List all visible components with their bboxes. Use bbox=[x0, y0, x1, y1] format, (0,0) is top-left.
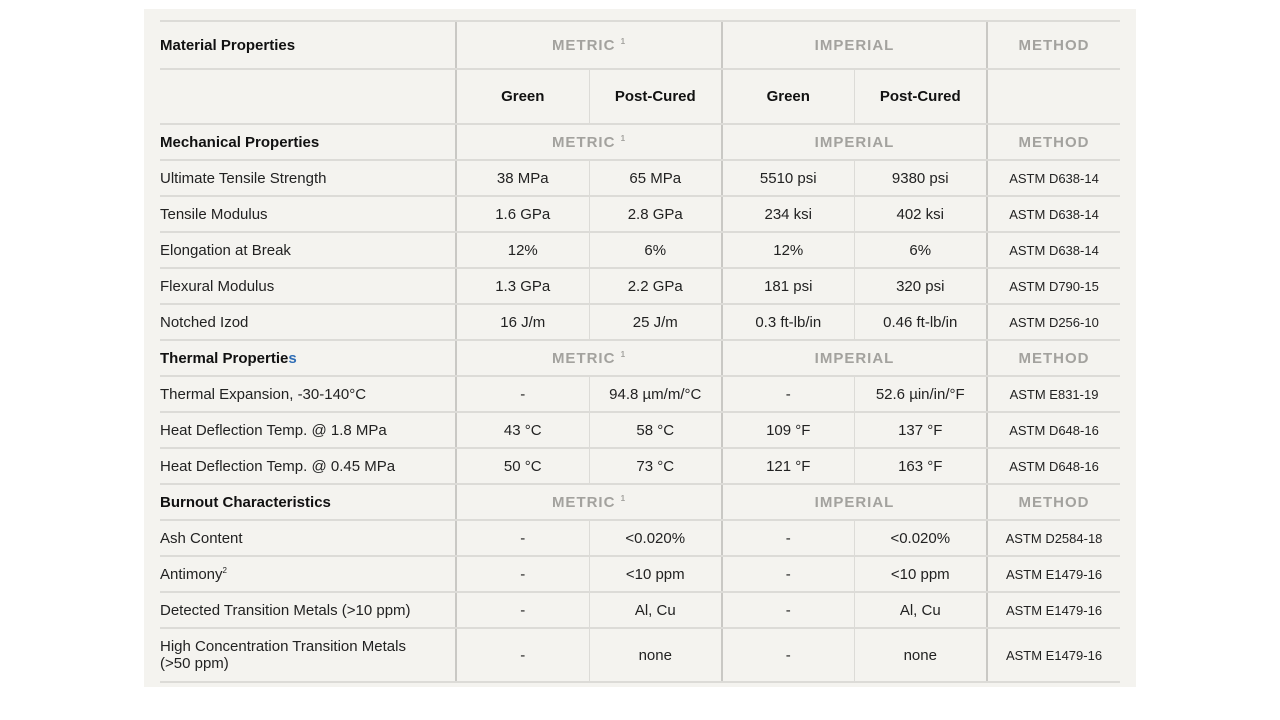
property-label: Thermal Expansion, -30-140°C bbox=[160, 376, 456, 412]
metric-green-value: - bbox=[456, 592, 589, 628]
metric-green-value: 38 MPa bbox=[456, 160, 589, 196]
imperial-postcured-value: none bbox=[854, 628, 987, 682]
imperial-green-value: - bbox=[722, 376, 854, 412]
table-title: Material Properties bbox=[160, 21, 456, 69]
imperial-green-header: Green bbox=[722, 69, 854, 124]
section-row-thermal bbox=[160, 340, 1120, 376]
metric-postcured-header: Post-Cured bbox=[589, 69, 722, 124]
property-label: Elongation at Break bbox=[160, 232, 456, 268]
method-header: METHOD bbox=[987, 21, 1120, 69]
method-value: ASTM D638-14 bbox=[987, 232, 1120, 268]
method-header: METHOD bbox=[987, 484, 1120, 520]
method-value: ASTM D648-16 bbox=[987, 412, 1120, 448]
material-properties-table bbox=[160, 20, 1120, 683]
metric-postcured-value: <0.020% bbox=[589, 520, 722, 556]
empty-cell bbox=[987, 69, 1120, 124]
table-row bbox=[160, 304, 1120, 340]
table-row bbox=[160, 196, 1120, 232]
table-row bbox=[160, 592, 1120, 628]
property-label: Heat Deflection Temp. @ 1.8 MPa bbox=[160, 412, 456, 448]
metric-postcured-value: 6% bbox=[589, 232, 722, 268]
method-header: METHOD bbox=[987, 124, 1120, 160]
metric-green-value: - bbox=[456, 628, 589, 682]
section-title: Mechanical Properties bbox=[160, 124, 456, 160]
section-title: Thermal Properties bbox=[160, 340, 456, 376]
metric-green-value: 16 J/m bbox=[456, 304, 589, 340]
metric-green-value: 43 °C bbox=[456, 412, 589, 448]
metric-green-value: 1.3 GPa bbox=[456, 268, 589, 304]
imperial-green-value: 0.3 ft-lb/in bbox=[722, 304, 854, 340]
imperial-green-value: - bbox=[722, 556, 854, 592]
property-label: Tensile Modulus bbox=[160, 196, 456, 232]
property-label: Ultimate Tensile Strength bbox=[160, 160, 456, 196]
property-label: Detected Transition Metals (>10 ppm) bbox=[160, 592, 456, 628]
imperial-postcured-value: 137 °F bbox=[854, 412, 987, 448]
method-value: ASTM E1479-16 bbox=[987, 628, 1120, 682]
table-row bbox=[160, 448, 1120, 484]
imperial-postcured-value: 0.46 ft-lb/in bbox=[854, 304, 987, 340]
imperial-postcured-header: Post-Cured bbox=[854, 69, 987, 124]
imperial-postcured-value: 52.6 µin/in/°F bbox=[854, 376, 987, 412]
imperial-postcured-value: 9380 psi bbox=[854, 160, 987, 196]
section-row-burnout bbox=[160, 484, 1120, 520]
metric-postcured-value: 2.2 GPa bbox=[589, 268, 722, 304]
imperial-green-value: 109 °F bbox=[722, 412, 854, 448]
imperial-header: IMPERIAL bbox=[722, 21, 987, 69]
method-value: ASTM E1479-16 bbox=[987, 592, 1120, 628]
method-value: ASTM E1479-16 bbox=[987, 556, 1120, 592]
metric-green-value: 50 °C bbox=[456, 448, 589, 484]
metric-green-header: Green bbox=[456, 69, 589, 124]
method-value: ASTM E831-19 bbox=[987, 376, 1120, 412]
method-value: ASTM D648-16 bbox=[987, 448, 1120, 484]
metric-postcured-value: 94.8 µm/m/°C bbox=[589, 376, 722, 412]
imperial-postcured-value: <10 ppm bbox=[854, 556, 987, 592]
metric-green-value: 1.6 GPa bbox=[456, 196, 589, 232]
imperial-postcured-value: 6% bbox=[854, 232, 987, 268]
metric-postcured-value: <10 ppm bbox=[589, 556, 722, 592]
method-value: ASTM D790-15 bbox=[987, 268, 1120, 304]
imperial-header: IMPERIAL bbox=[722, 124, 987, 160]
property-label: High Concentration Transition Metals (>50 ppm) bbox=[160, 628, 456, 682]
metric-postcured-value: 25 J/m bbox=[589, 304, 722, 340]
metric-postcured-value: 73 °C bbox=[589, 448, 722, 484]
imperial-header: IMPERIAL bbox=[722, 340, 987, 376]
empty-cell bbox=[160, 69, 456, 124]
table-row bbox=[160, 160, 1120, 196]
table-row bbox=[160, 376, 1120, 412]
imperial-green-value: 181 psi bbox=[722, 268, 854, 304]
property-label: Notched Izod bbox=[160, 304, 456, 340]
properties-sheet bbox=[144, 9, 1136, 687]
imperial-green-value: 5510 psi bbox=[722, 160, 854, 196]
metric-green-value: - bbox=[456, 556, 589, 592]
metric-green-value: - bbox=[456, 520, 589, 556]
table-row bbox=[160, 412, 1120, 448]
table-row bbox=[160, 268, 1120, 304]
metric-postcured-value: none bbox=[589, 628, 722, 682]
imperial-header: IMPERIAL bbox=[722, 484, 987, 520]
method-header: METHOD bbox=[987, 340, 1120, 376]
imperial-green-value: - bbox=[722, 592, 854, 628]
table-row bbox=[160, 232, 1120, 268]
method-value: ASTM D638-14 bbox=[987, 196, 1120, 232]
metric-postcured-value: Al, Cu bbox=[589, 592, 722, 628]
imperial-postcured-value: 320 psi bbox=[854, 268, 987, 304]
method-value: ASTM D256-10 bbox=[987, 304, 1120, 340]
imperial-postcured-value: <0.020% bbox=[854, 520, 987, 556]
imperial-postcured-value: Al, Cu bbox=[854, 592, 987, 628]
metric-green-value: - bbox=[456, 376, 589, 412]
imperial-green-value: 234 ksi bbox=[722, 196, 854, 232]
header-row bbox=[160, 21, 1120, 69]
imperial-green-value: - bbox=[722, 520, 854, 556]
imperial-green-value: 12% bbox=[722, 232, 854, 268]
metric-green-value: 12% bbox=[456, 232, 589, 268]
property-label: Antimony$^2$ bbox=[160, 556, 456, 592]
section-title: Burnout Characteristics bbox=[160, 484, 456, 520]
table-row bbox=[160, 556, 1120, 592]
imperial-postcured-value: 163 °F bbox=[854, 448, 987, 484]
imperial-postcured-value: 402 ksi bbox=[854, 196, 987, 232]
table-row bbox=[160, 520, 1120, 556]
metric-postcured-value: 58 °C bbox=[589, 412, 722, 448]
metric-postcured-value: 2.8 GPa bbox=[589, 196, 722, 232]
method-value: ASTM D2584-18 bbox=[987, 520, 1120, 556]
property-label: Ash Content bbox=[160, 520, 456, 556]
metric-header: METRIC $^1$ bbox=[456, 484, 722, 520]
imperial-green-value: 121 °F bbox=[722, 448, 854, 484]
method-value: ASTM D638-14 bbox=[987, 160, 1120, 196]
metric-postcured-value: 65 MPa bbox=[589, 160, 722, 196]
subheader-row bbox=[160, 69, 1120, 124]
property-label: Flexural Modulus bbox=[160, 268, 456, 304]
property-label: Heat Deflection Temp. @ 0.45 MPa bbox=[160, 448, 456, 484]
metric-header: METRIC $^1$ bbox=[456, 21, 722, 69]
metric-header: METRIC $^1$ bbox=[456, 124, 722, 160]
table-row bbox=[160, 628, 1120, 682]
section-row-mechanical bbox=[160, 124, 1120, 160]
imperial-green-value: - bbox=[722, 628, 854, 682]
metric-header: METRIC $^1$ bbox=[456, 340, 722, 376]
